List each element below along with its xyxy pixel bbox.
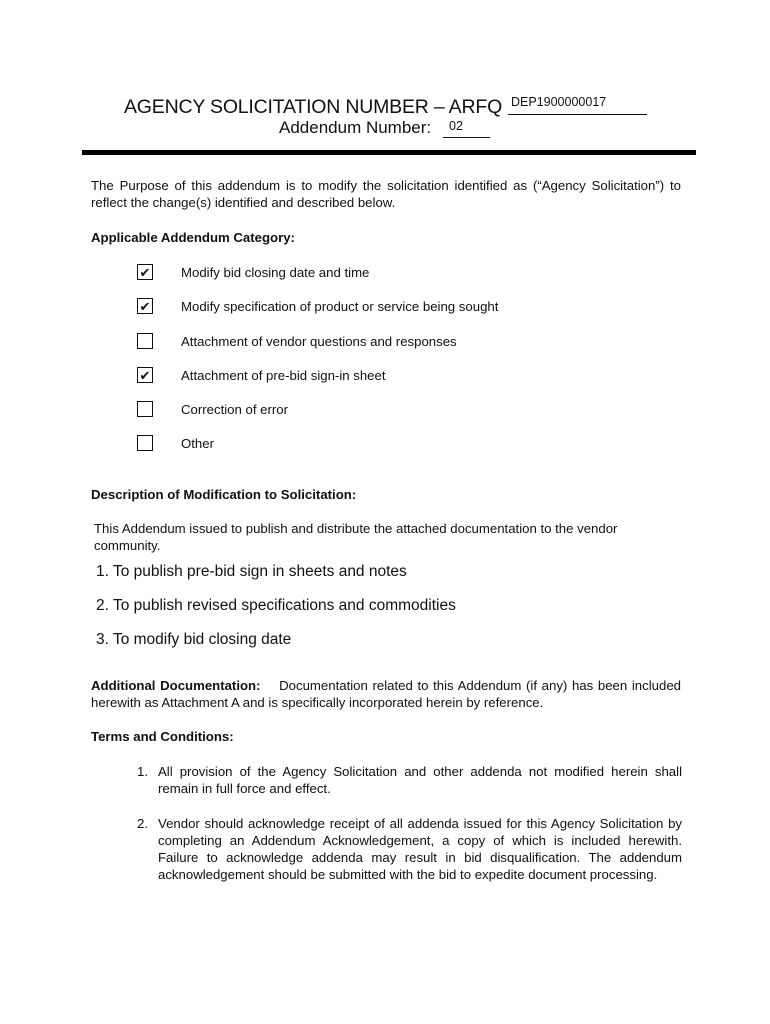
description-heading: Description of Modification to Solicitation: xyxy=(91,487,357,502)
terms-item xyxy=(137,815,682,883)
addendum-number-row xyxy=(279,118,431,138)
category-item[interactable] xyxy=(137,262,370,282)
title-row xyxy=(124,93,502,119)
terms-item-text: All provision of the Agency Solicitation and other addenda not modified herein shall remain in full force and effect. xyxy=(158,764,682,796)
checkmark-icon: ✔ xyxy=(139,264,151,280)
checkbox[interactable] xyxy=(137,333,153,349)
category-item[interactable] xyxy=(137,365,386,385)
category-item-label: Attachment of pre-bid sign-in sheet xyxy=(181,367,386,383)
page-title: AGENCY SOLICITATION NUMBER – ARFQ xyxy=(124,96,503,118)
terms-heading: Terms and Conditions: xyxy=(91,729,234,744)
solicitation-number-field[interactable]: DEP1900000017 xyxy=(508,93,647,115)
category-item-label: Modify specification of product or service being sought xyxy=(181,298,499,314)
category-item-label: Other xyxy=(181,435,214,451)
category-item-label: Correction of error xyxy=(181,401,289,417)
category-item-label: Modify bid closing date and time xyxy=(181,264,370,280)
purpose-paragraph: The Purpose of this addendum is to modify the solicitation identified as (“Agency Solicitation”) to reflect the change(s) identified and described below. xyxy=(91,178,681,210)
additional-heading: Additional Documentation: xyxy=(91,678,261,693)
terms-item-number: 2. xyxy=(137,816,148,831)
addendum-number-label: Addendum Number: xyxy=(279,118,432,137)
checkbox[interactable] xyxy=(137,298,153,314)
checkbox[interactable] xyxy=(137,367,153,383)
category-item[interactable] xyxy=(137,331,457,351)
addendum-number-field[interactable]: 02 xyxy=(443,118,490,138)
description-item: 2. To publish revised specifications and commodities xyxy=(96,597,456,614)
category-item-label: Attachment of vendor questions and responses xyxy=(181,333,457,349)
additional-documentation xyxy=(91,677,681,711)
category-heading: Applicable Addendum Category: xyxy=(91,230,295,245)
checkmark-icon: ✔ xyxy=(139,367,151,383)
checkbox[interactable] xyxy=(137,435,153,451)
description-item: 1. To publish pre-bid sign in sheets and notes xyxy=(96,563,407,580)
terms-item-number: 1. xyxy=(137,764,148,779)
category-item[interactable] xyxy=(137,399,289,419)
description-item: 3. To modify bid closing date xyxy=(96,631,292,648)
description-intro: This Addendum issued to publish and distribute the attached documentation to the vendor community. xyxy=(94,521,618,553)
checkmark-icon: ✔ xyxy=(139,298,151,314)
additional-text: Documentation related to this Addendum (if any) has been included herewith as Attachment A and is specifically incorporated herein by reference. xyxy=(91,678,681,710)
terms-item xyxy=(137,763,682,797)
category-item[interactable] xyxy=(137,433,214,453)
checkbox[interactable] xyxy=(137,401,153,417)
terms-item-text: Vendor should acknowledge receipt of all addenda issued for this Agency Solicitation by completing an Addendum Acknowledgement, a copy of which is included herewith. Failure to acknowledge addenda may result in bid disqualification. The addendum acknowledgement should be submitted with the bid to expedite document processing. xyxy=(158,816,682,882)
checkbox[interactable] xyxy=(137,264,153,280)
category-item[interactable] xyxy=(137,296,499,316)
header-divider xyxy=(82,150,696,155)
